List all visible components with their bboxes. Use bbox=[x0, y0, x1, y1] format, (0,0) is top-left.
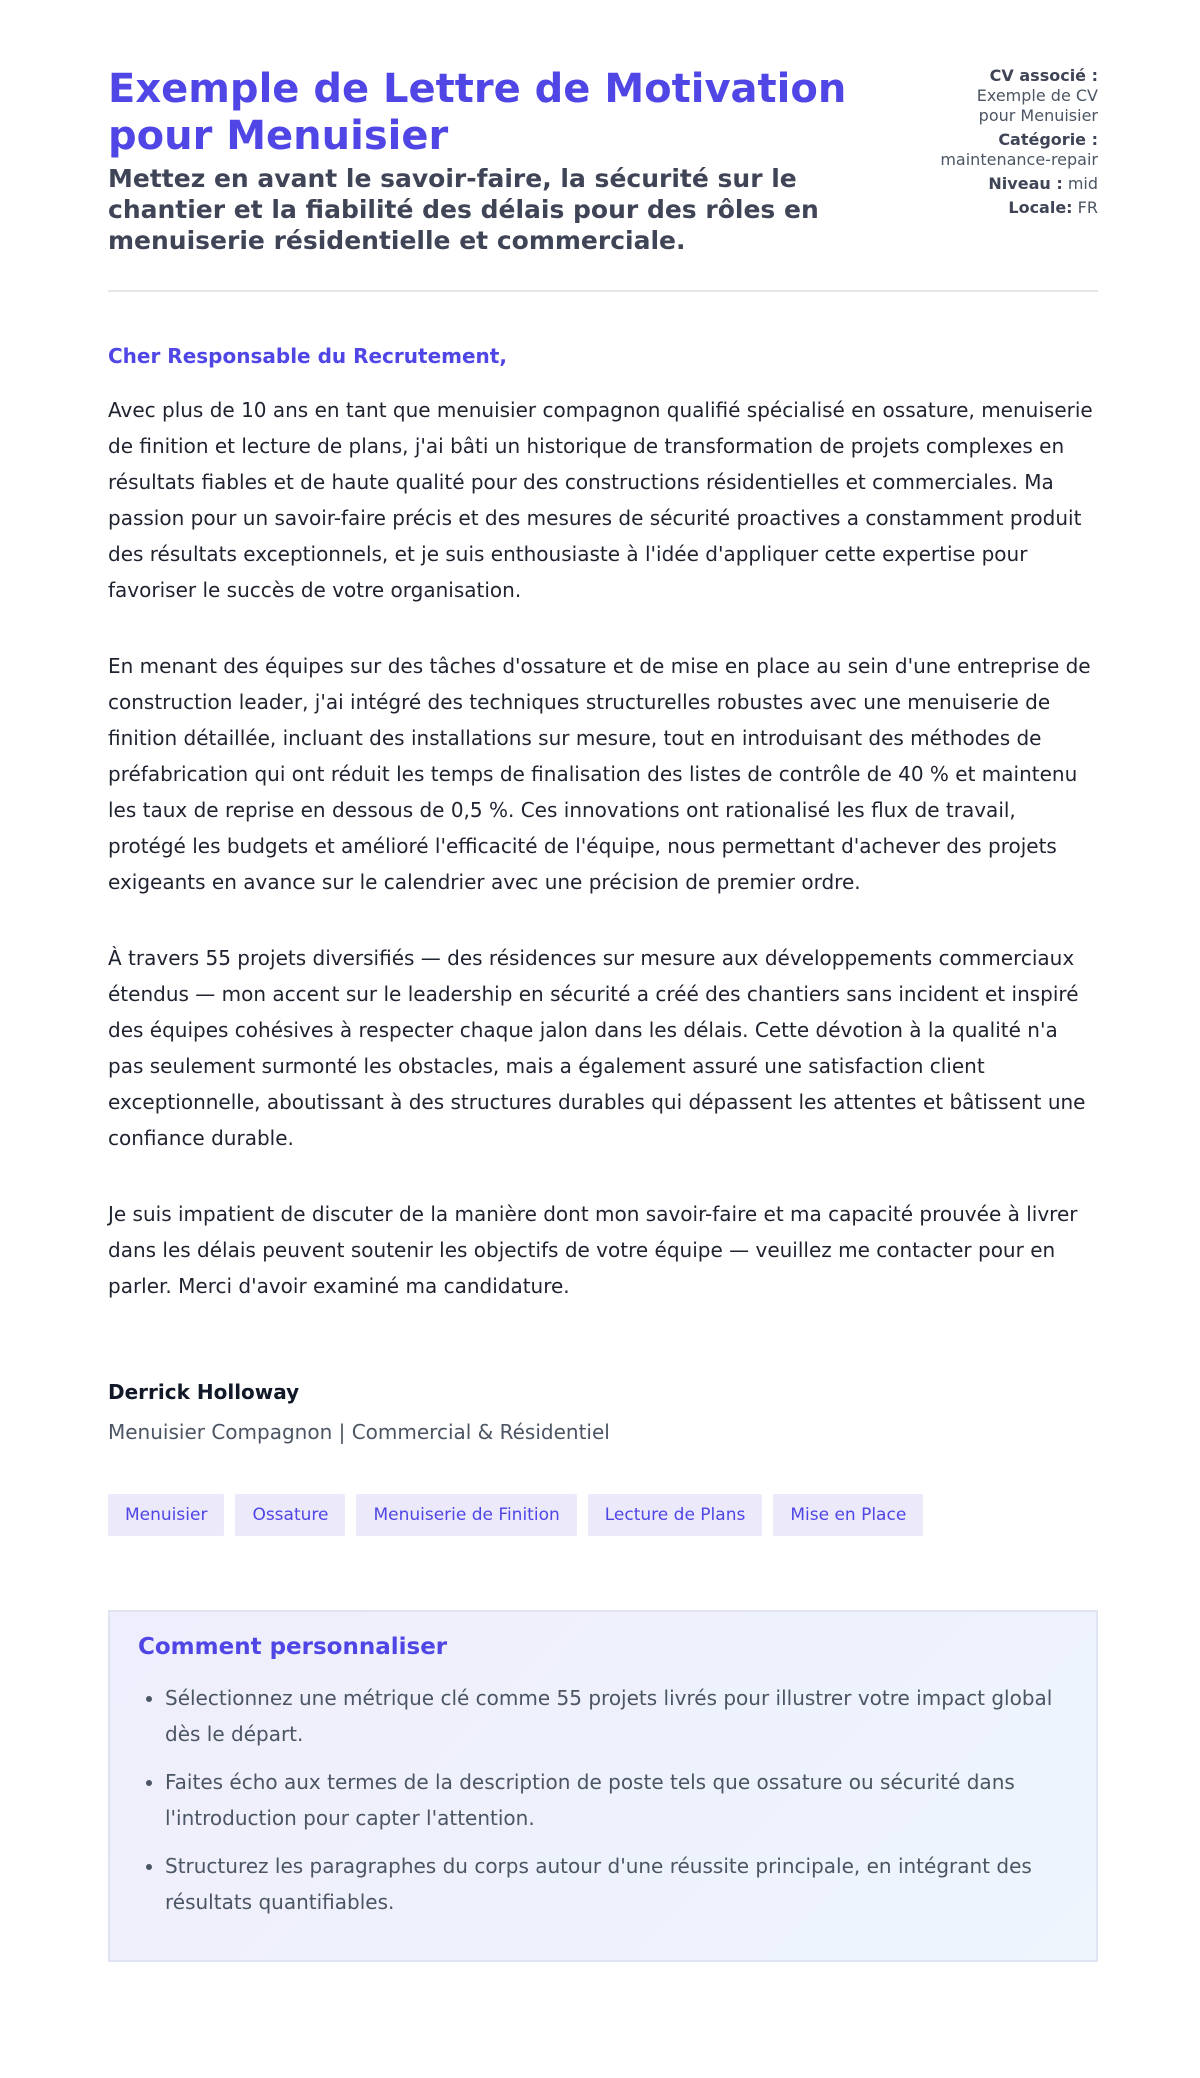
meta-level-value: mid bbox=[1067, 174, 1098, 193]
tag[interactable]: Ossature bbox=[235, 1494, 345, 1536]
meta-locale-label: Locale: bbox=[1008, 198, 1073, 217]
paragraph: Avec plus de 10 ans en tant que menuisier compagnon qualifié spécialisé en ossature, menuiserie de finition et lecture de plans, j'ai bâti un historique de transformation de projets complexes en résultats fiables et de haute qualité pour des constructions résidentielles et commerciales. Ma passion pour un savoir-faire précis et des mesures de sécurité proactives a constamment produit des résultats exceptionnels, et je suis enthousiaste à l'idée d'appliquer cette expertise pour favoriser le succès de votre organisation. bbox=[108, 398, 1093, 602]
tips-title: Comment personnaliser bbox=[138, 1634, 448, 1660]
tag[interactable]: Lecture de Plans bbox=[588, 1494, 763, 1536]
tip-item: • Structurez les paragraphes du corps autour d'une réussite principale, en intégrant des résultats quantifiables. bbox=[165, 1848, 1068, 1920]
tips-list bbox=[138, 1680, 1068, 1920]
meta-cv-label: CV associé : bbox=[989, 66, 1098, 85]
paragraph: En menant des équipes sur des tâches d'ossature et de mise en place au sein d'une entreprise de construction leader, j'ai intégré des techniques structurelles robustes avec une menuiserie de finition détaillée, incluant des installations sur mesure, tout en introduisant des méthodes de préfabrication qui ont réduit les temps de finalisation des listes de contrôle de 40 % et maintenu les taux de reprise en dessous de 0,5 %. Ces innovations ont rationalisé les flux de travail, protégé les budgets et amélioré l'efficacité de l'équipe, nous permettant d'achever des projets exigeants en avance sur le calendrier avec une précision de premier ordre. bbox=[108, 654, 1091, 894]
meta-panel bbox=[938, 66, 1098, 256]
salutation: Cher Responsable du Recrutement, bbox=[108, 344, 507, 368]
tag[interactable]: Menuiserie de Finition bbox=[356, 1494, 576, 1536]
meta-cv-link[interactable]: Exemple de CV pour Menuisier bbox=[976, 86, 1098, 125]
tip-item: • Sélectionnez une métrique clé comme 55 projets livrés pour illustrer votre impact global dès le départ. bbox=[165, 1680, 1068, 1752]
tag-list bbox=[108, 1494, 1098, 1536]
meta-category bbox=[938, 130, 1098, 170]
page-header bbox=[108, 66, 1098, 292]
meta-level-label: Niveau : bbox=[988, 174, 1063, 193]
meta-locale-value: FR bbox=[1077, 198, 1098, 217]
meta-level bbox=[938, 174, 1098, 194]
letter-body bbox=[108, 392, 1098, 1304]
customization-tips bbox=[108, 1610, 1098, 1962]
tag[interactable]: Mise en Place bbox=[773, 1494, 923, 1536]
tag[interactable]: Menuisier bbox=[108, 1494, 224, 1536]
signature-role: Menuisier Compagnon | Commercial & Résidentiel bbox=[108, 1420, 610, 1444]
meta-cv bbox=[938, 66, 1098, 126]
tip-item: • Faites écho aux termes de la description de poste tels que ossature ou sécurité dans l'introduction pour capter l'attention. bbox=[165, 1764, 1068, 1836]
title-block bbox=[108, 66, 868, 256]
page-title: Exemple de Lettre de Motivation pour Menuisier bbox=[108, 66, 847, 159]
page-subtitle: Mettez en avant le savoir-faire, la sécurité sur le chantier et la fiabilité des délais pour des rôles en menuiserie résidentielle et commerciale. bbox=[108, 164, 819, 255]
paragraph: Je suis impatient de discuter de la manière dont mon savoir-faire et ma capacité prouvée à livrer dans les délais peuvent soutenir les objectifs de votre équipe — veuillez me contacter pour en parler. Merci d'avoir examiné ma candidature. bbox=[108, 1202, 1078, 1298]
signature bbox=[108, 1380, 1098, 1444]
meta-category-value: maintenance-repair bbox=[940, 150, 1098, 169]
signature-name: Derrick Holloway bbox=[108, 1380, 300, 1404]
meta-category-label: Catégorie : bbox=[998, 130, 1098, 149]
paragraph: À travers 55 projets diversifiés — des résidences sur mesure aux développements commerciaux étendus — mon accent sur le leadership en sécurité a créé des chantiers sans incident et inspiré des équipes cohésives à respecter chaque jalon dans les délais. Cette dévotion à la qualité n'a pas seulement surmonté les obstacles, mais a également assuré une satisfaction client exceptionnelle, aboutissant à des structures durables qui dépassent les attentes et bâtissent une confiance durable. bbox=[108, 946, 1086, 1150]
meta-locale bbox=[938, 198, 1098, 218]
